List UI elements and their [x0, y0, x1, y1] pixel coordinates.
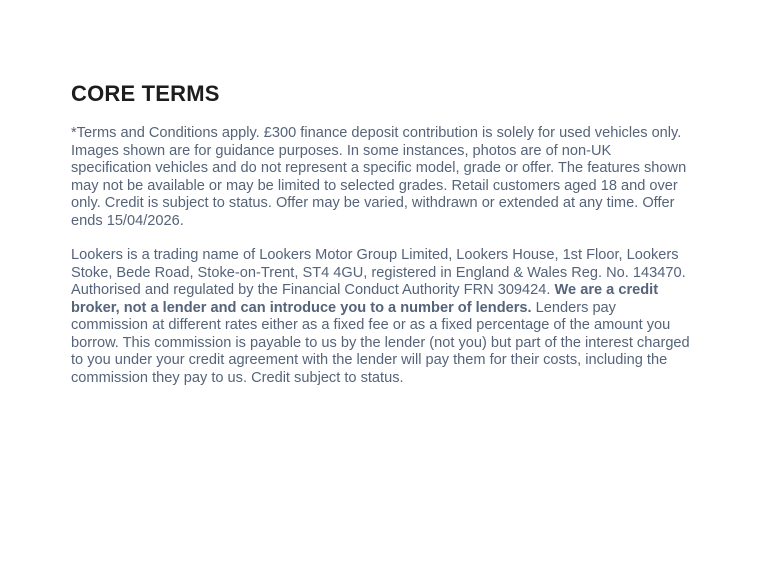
terms-paragraph-2 — [71, 247, 691, 387]
terms-paragraph-1: *Terms and Conditions apply. £300 finance deposit contribution is solely for used vehicles only. Images shown are for guidance purposes. In some instances, photos are of non-UK specification vehicles and do not represent a specific model, grade or offer. The features shown may not be available or may be limited to selected grades. Retail customers aged 18 and over only. Credit is subject to status. Offer may be varied, withdrawn or extended at any time. Offer ends 15/04/2026. — [71, 125, 687, 229]
core-terms-heading: CORE TERMS — [71, 81, 220, 106]
terms-paragraph-2-lead: Lookers is a trading name of Lookers Motor Group Limited, Lookers House, 1st Floor, Lookers Stoke, Bede Road, Stoke-on-Trent, ST4 4GU, registered in England & Wales Reg. No. 143470. Authorised and regulated by the Financial Conduct Authority FRN 309424. — [71, 247, 686, 298]
terms-content — [71, 81, 691, 387]
credit-broker-statement: We are a credit broker, not a lender and can introduce you to a number of lenders. — [71, 282, 659, 316]
terms-paragraph-2-tail: Lenders pay commission at different rates either as a fixed fee or as a fixed percentage of the amount you borrow. This commission is payable to us by the lender (not you) but part of the interest charged to you under your credit agreement with the lender will pay them for their costs, including the commission they pay to us. Credit subject to status. — [71, 299, 690, 386]
